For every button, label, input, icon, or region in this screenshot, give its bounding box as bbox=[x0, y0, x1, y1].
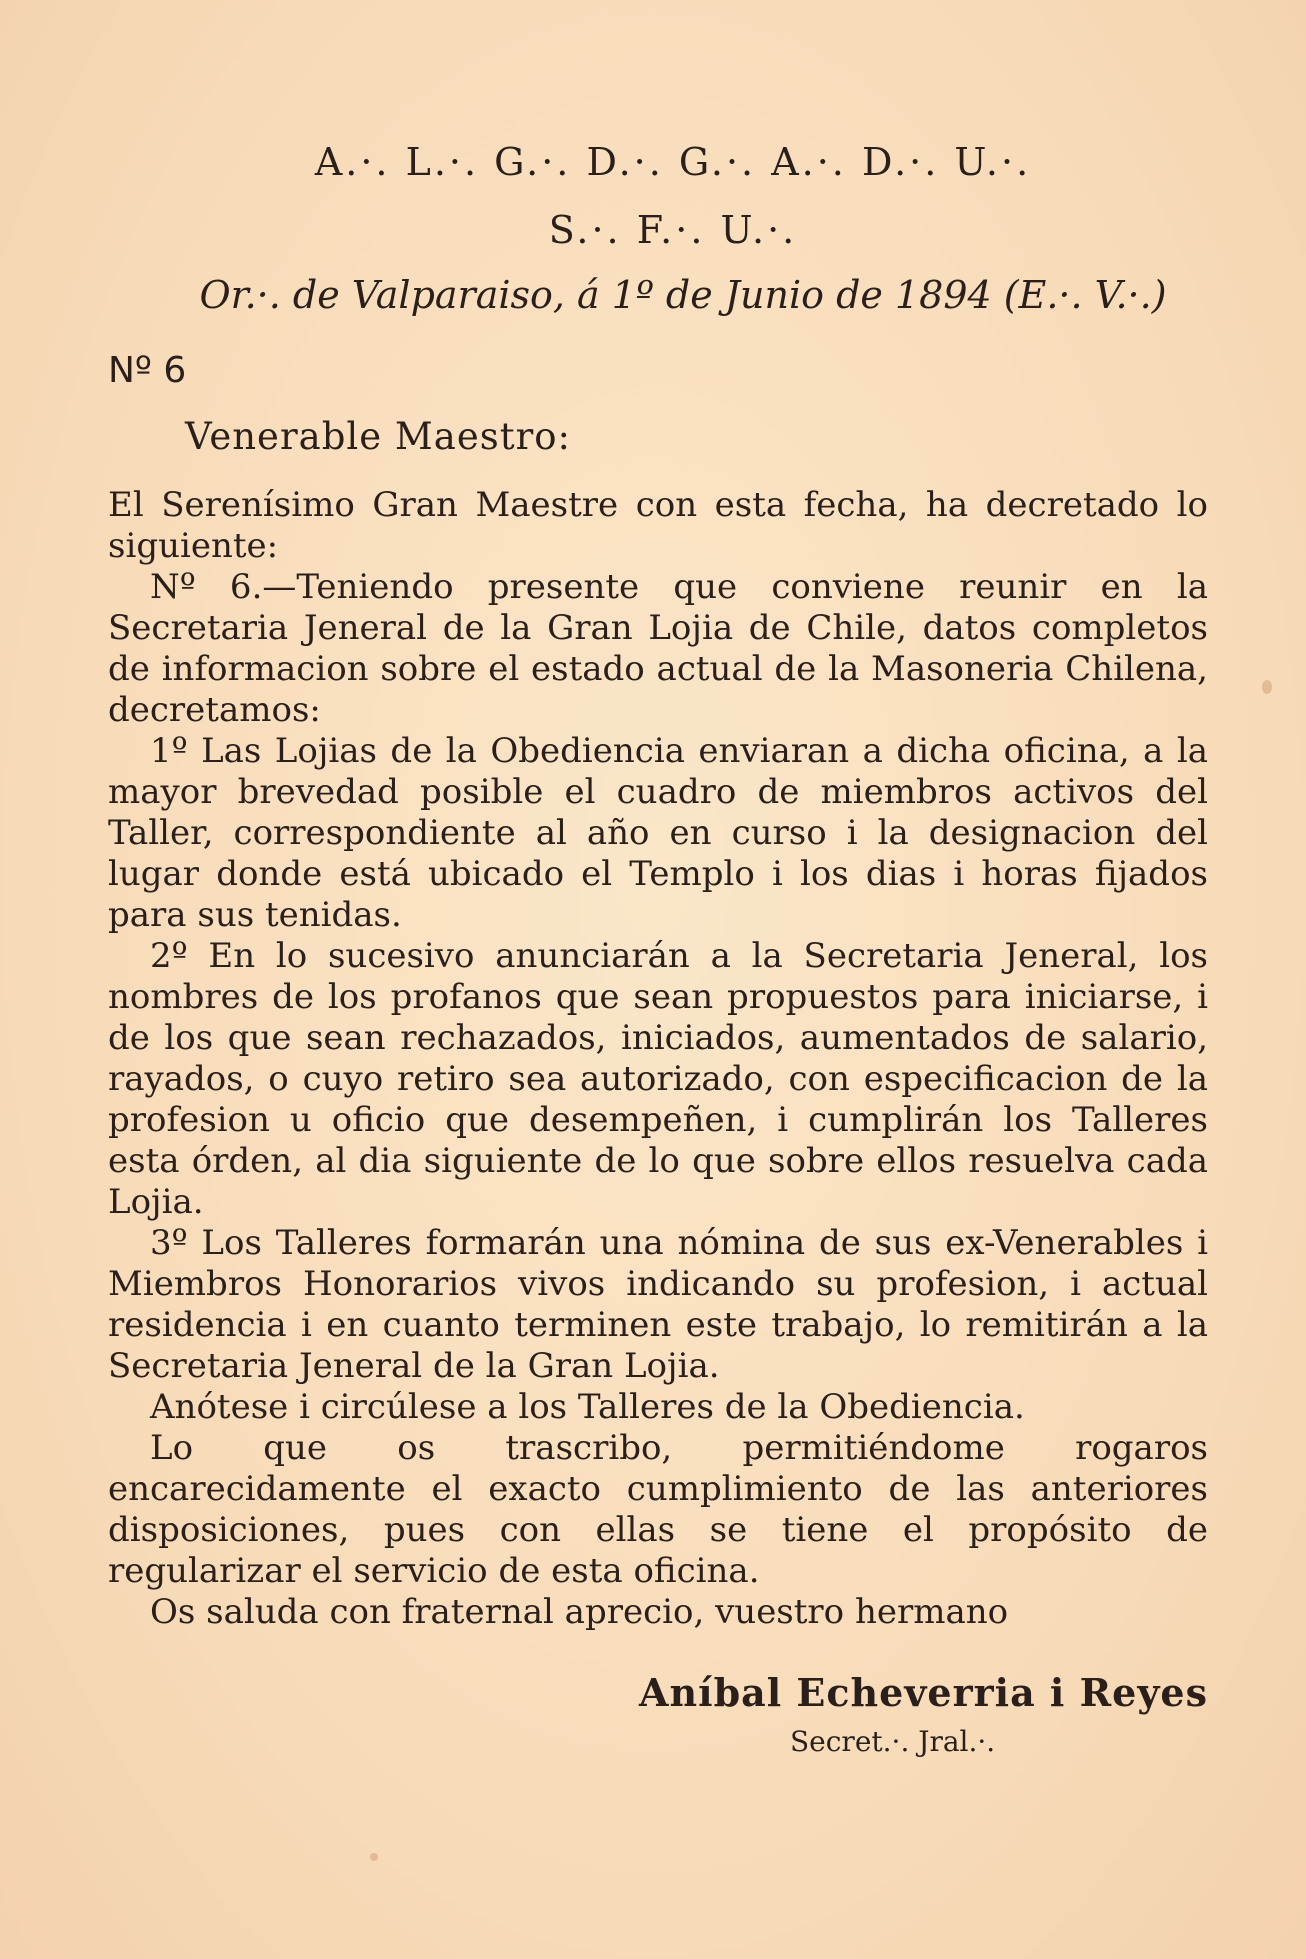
dateline: Or.·. de Valparaiso, á 1º de Junio de 1894 (E.·. V.·.) bbox=[199, 273, 1167, 317]
paragraph-article-1: 1º Las Lojias de la Obediencia enviaran a dicha oficina, a la mayor brevedad posible el cuadro de miembros activos del Taller, correspondiente al año en curso i la designacion del lugar donde está ubicado el Templo i los dias i horas fijados para sus tenidas. bbox=[108, 731, 1208, 935]
paragraph-circulate: Anótese i circúlese a los Talleres de la Obediencia. bbox=[150, 1387, 1025, 1427]
signature-title: Secret.·. Jral.·. bbox=[790, 1725, 996, 1758]
salutation: Venerable Maestro: bbox=[185, 415, 571, 458]
document-number: Nº 6 bbox=[108, 350, 187, 391]
paragraph-article-2: 2º En lo sucesivo anunciarán a la Secretaria Jeneral, los nombres de los profanos que sean propuestos para iniciarse, i de los que sean rechazados, iniciados, aumentados de salario, rayados, o cuyo retiro sea autorizado, con especificacion de la profesion u oficio que desempeñen, i cumplirán los Talleres esta órden, al dia siguiente de lo que sobre ellos resuelva cada Lojia. bbox=[108, 936, 1208, 1222]
paragraph-intro: El Serenísimo Gran Maestre con esta fecha, ha decretado lo siguiente: bbox=[108, 485, 1208, 566]
paragraph-transcribe: Lo que os trascribo, permitiéndome rogaros encarecidamente el exacto cumplimiento de las anteriores disposiciones, pues con ellas se tiene el propósito de regularizar el servicio de esta oficina. bbox=[108, 1428, 1208, 1591]
masonic-motto: S.·. F.·. U.·. bbox=[548, 208, 798, 252]
letter-body bbox=[108, 485, 1208, 1633]
masonic-invocation: A.·. L.·. G.·. D.·. G.·. A.·. D.·. U.·. bbox=[314, 140, 1032, 184]
paper-stain bbox=[1262, 680, 1272, 694]
paragraph-decree: Nº 6.—Teniendo presente que conviene reunir en la Secretaria Jeneral de la Gran Lojia de Chile, datos completos de informacion sobre el estado actual de la Masoneria Chilena, decretamos: bbox=[108, 567, 1208, 730]
paper-stain bbox=[370, 1853, 378, 1861]
paragraph-closing: Os saluda con fraternal aprecio, vuestro hermano bbox=[150, 1592, 1009, 1632]
paragraph-article-3: 3º Los Talleres formarán una nómina de sus ex-Venerables i Miembros Honorarios vivos indicando su profesion, i actual residencia i en cuanto terminen este trabajo, lo remitirán a la Secretaria Jeneral de la Gran Lojia. bbox=[108, 1223, 1208, 1386]
signature-name: Aníbal Echeverria i Reyes bbox=[639, 1670, 1208, 1715]
